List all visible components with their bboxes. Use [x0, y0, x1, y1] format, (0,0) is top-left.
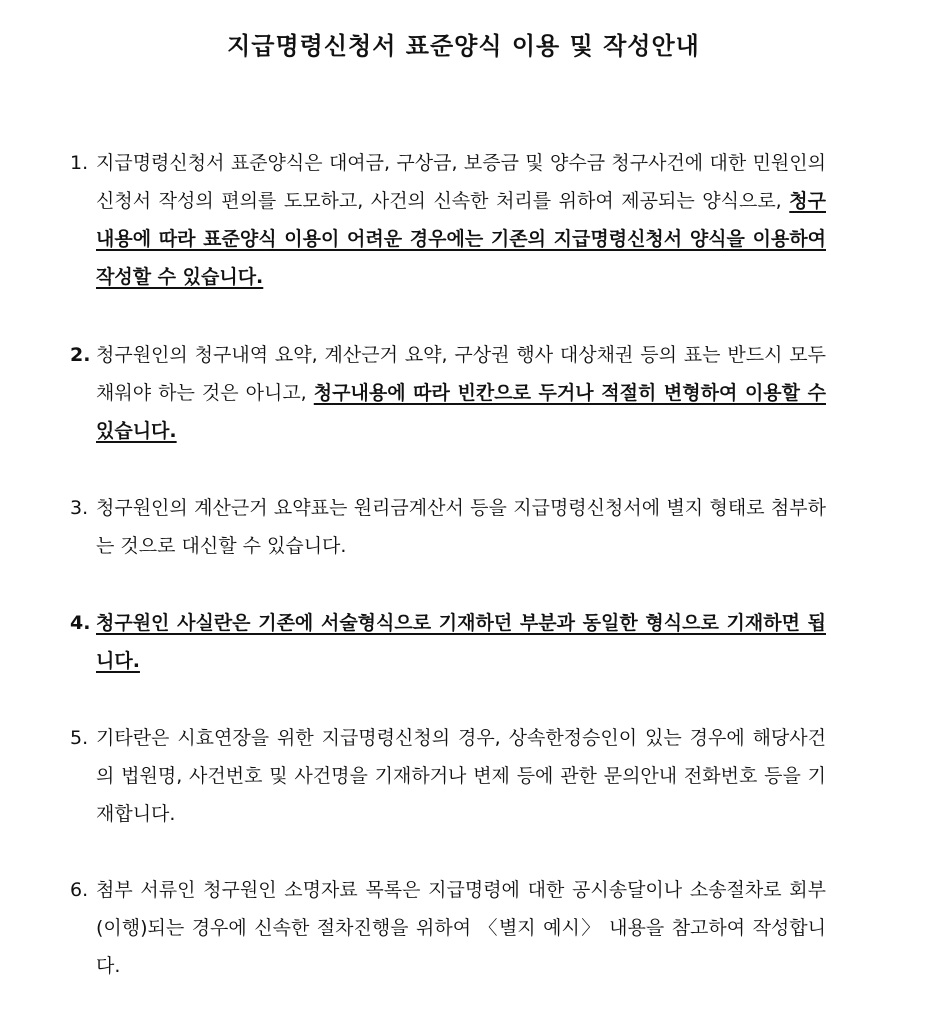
guide-item-6: [70, 871, 826, 985]
item-number: 4.: [70, 612, 91, 634]
document-title: 지급명령신청서 표준양식 이용 및 작성안내: [227, 32, 700, 60]
guide-item-2: [70, 336, 826, 450]
item-text: [96, 336, 826, 450]
guide-item-1: [70, 144, 826, 296]
guide-item-4: [70, 604, 826, 680]
item-body-text: 기타란은 시효연장을 위한 지급명령신청의 경우, 상속한정승인이 있는 경우에 해당사건의 법원명, 사건번호 및 사건명을 기재하거나 변제 등에 관한 문의안내 전화번호 등을 기재합니다.: [96, 727, 826, 825]
item-number: 1.: [70, 152, 89, 174]
item-text: [96, 871, 826, 985]
guide-item-3: [70, 489, 826, 565]
item-number: 3.: [70, 497, 89, 519]
item-body-text: 청구원인의 청구내역 요약, 계산근거 요약, 구상권 행사 대상채권 등의 표는 반드시 모두 채워야 하는 것은 아니고,: [96, 344, 826, 404]
item-number: 2.: [70, 344, 91, 366]
item-text: [96, 144, 826, 296]
item-body-text: 청구원인의 계산근거 요약표는 원리금계산서 등을 지급명령신청서에 별지 형태로 첨부하는 것으로 대신할 수 있습니다.: [96, 497, 826, 557]
item-emphasis-text: 청구내용에 따라 표준양식 이용이 어려운 경우에는 기존의 지급명령신청서 양식을 이용하여 작성할 수 있습니다.: [96, 190, 826, 288]
item-emphasis-text: 청구내용에 따라 빈칸으로 두거나 적절히 변형하여 이용할 수 있습니다.: [96, 382, 826, 442]
item-body-text: 첨부 서류인 청구원인 소명자료 목록은 지급명령에 대한 공시송달이나 소송절차로 회부(이행)되는 경우에 신속한 절차진행을 위하여 〈별지 예시〉 내용을 참고하여 작성합니다.: [96, 879, 826, 977]
item-text: [96, 719, 826, 833]
item-body-text: 지급명령신청서 표준양식은 대여금, 구상금, 보증금 및 양수금 청구사건에 대한 민원인의 신청서 작성의 편의를 도모하고, 사건의 신속한 처리를 위하여 제공되는 양식으로,: [96, 152, 826, 212]
item-text: [96, 489, 826, 565]
item-text: [96, 604, 826, 680]
item-emphasis-text: 청구원인 사실란은 기존에 서술형식으로 기재하던 부분과 동일한 형식으로 기재하면 됩니다.: [96, 612, 826, 672]
guide-item-5: [70, 719, 826, 833]
item-number: 5.: [70, 727, 89, 749]
item-number: 6.: [70, 879, 89, 901]
